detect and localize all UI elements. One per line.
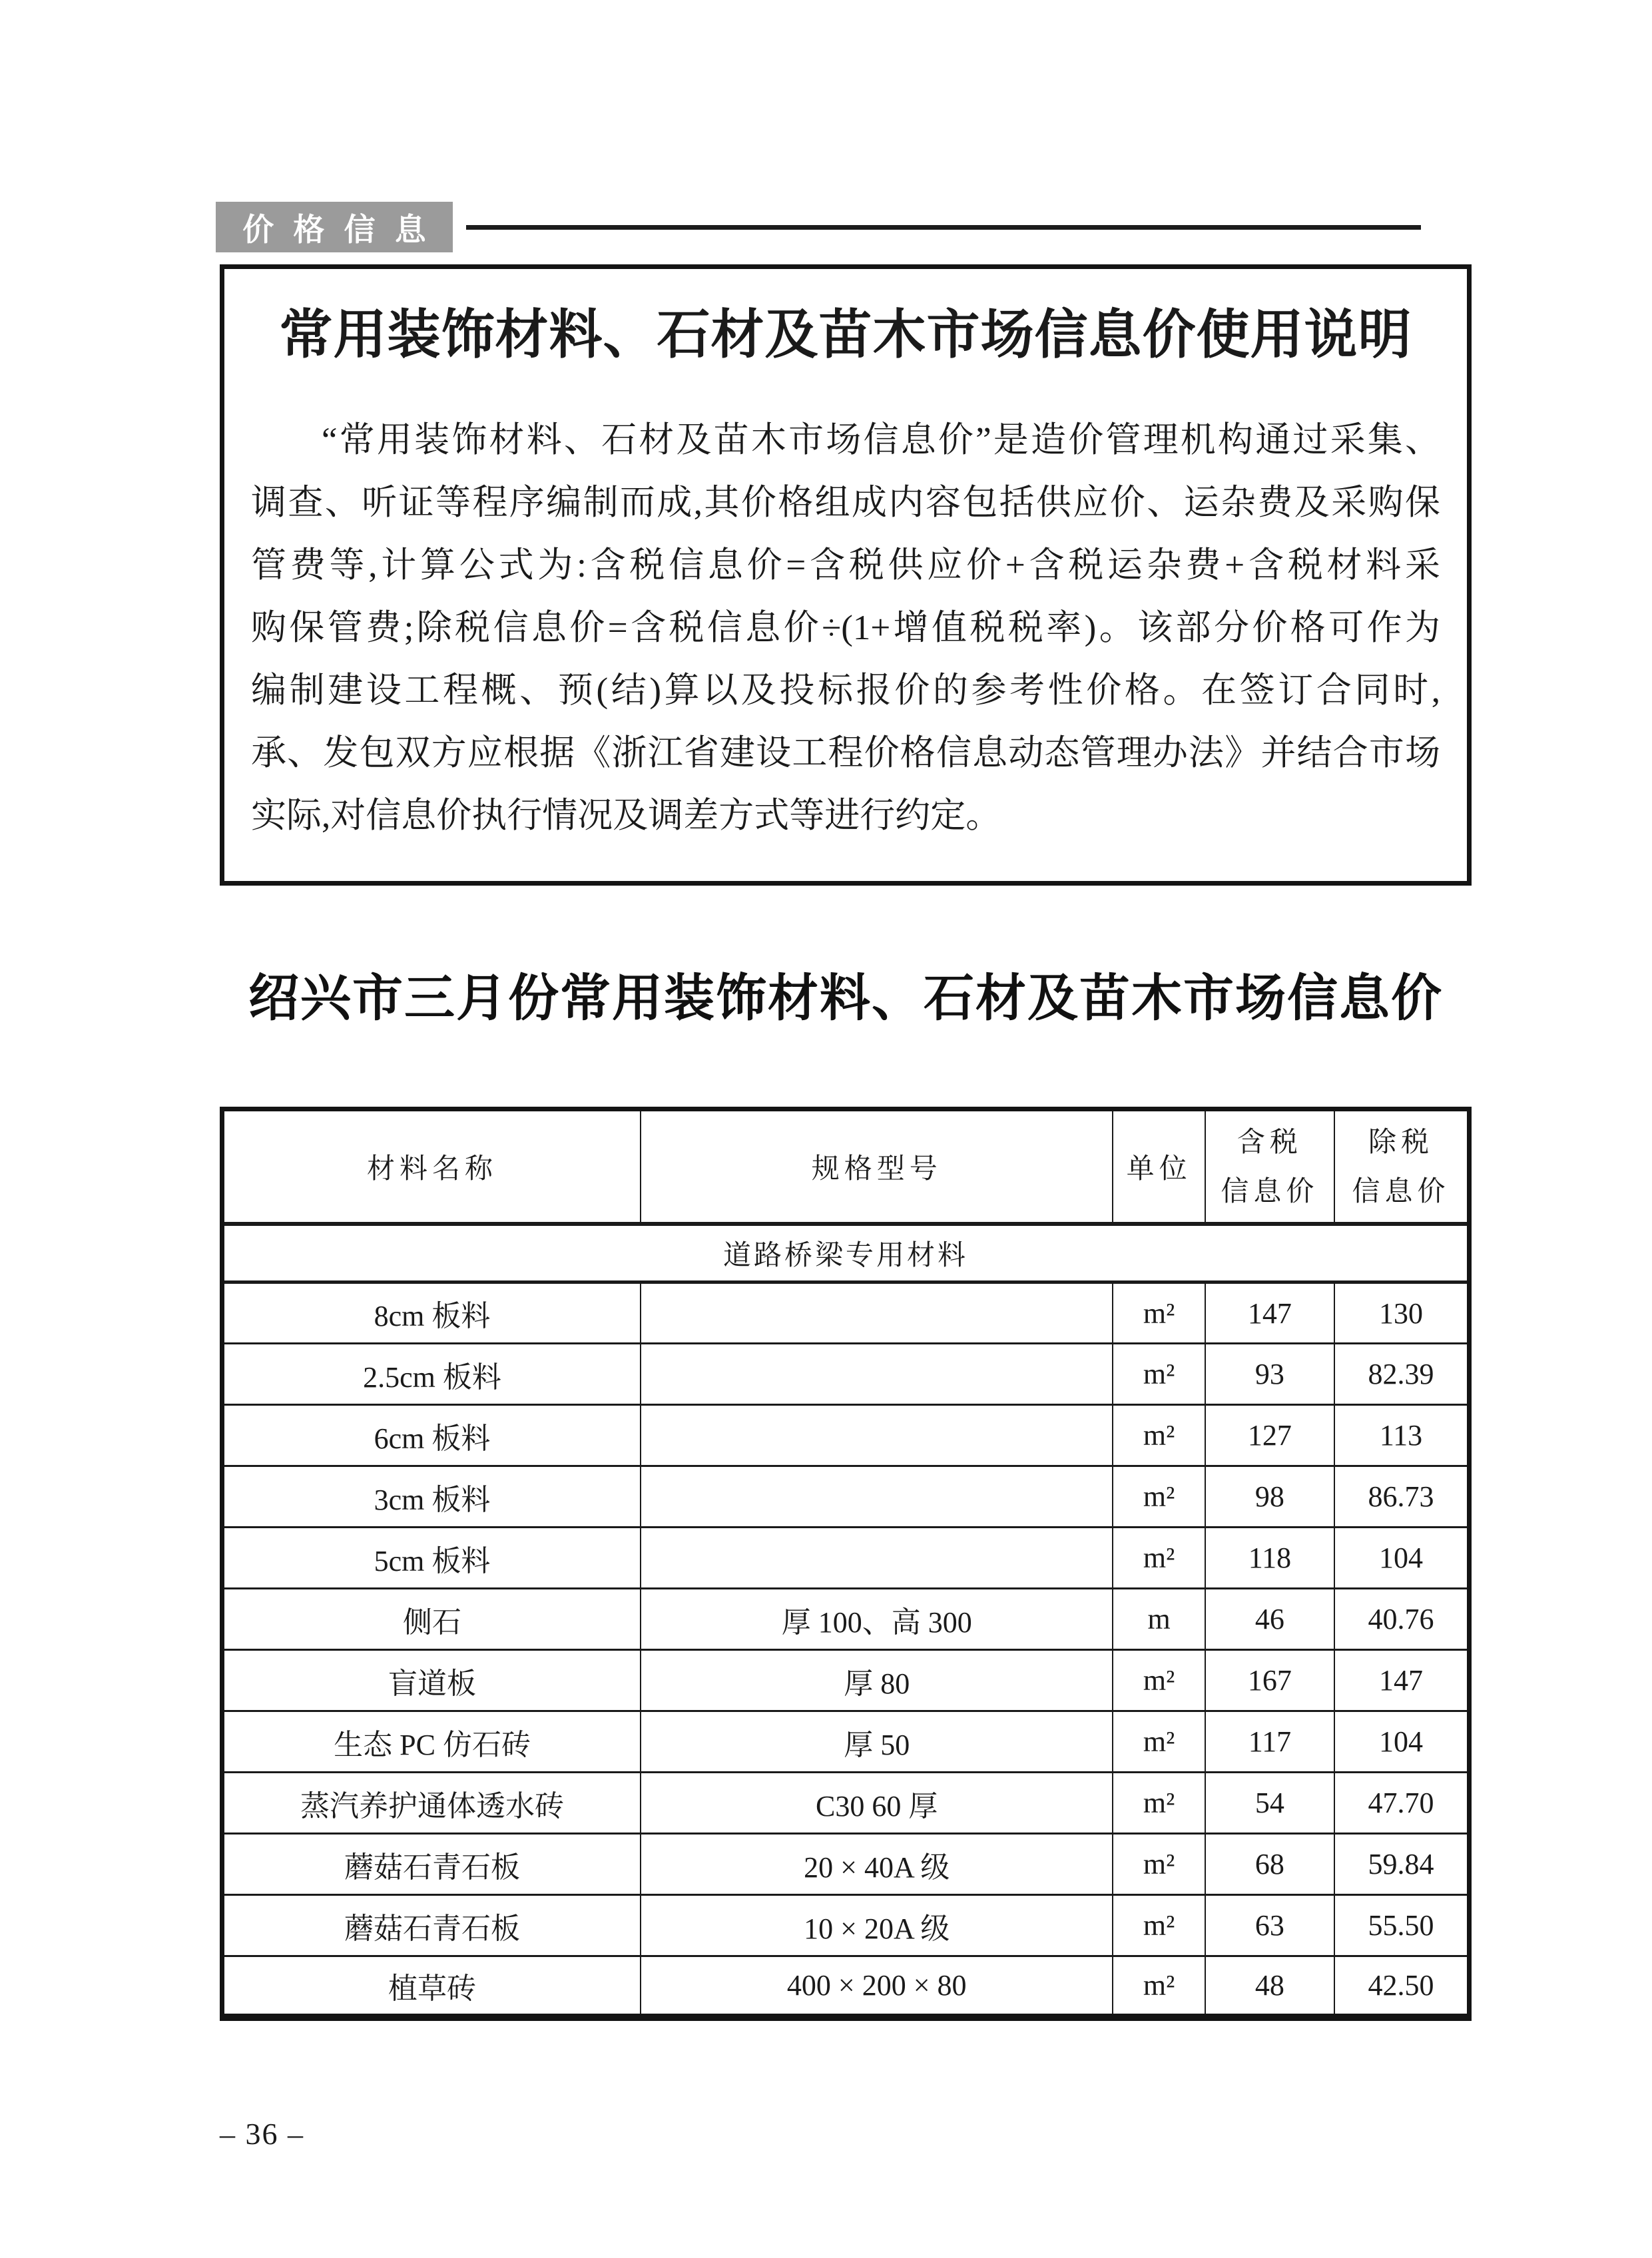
table-row [222, 1344, 1470, 1405]
cell-tax-excluded-price: 147 [1334, 1650, 1470, 1711]
notice-body-line: 承、发包双方应根据《浙江省建设工程价格信息动态管理办法》并结合市场 [251, 734, 1440, 772]
header-tax-excluded-line2: 信息价 [1352, 1175, 1450, 1207]
table-row [222, 1711, 1470, 1773]
cell-unit: m² [1113, 1895, 1205, 1956]
cell-tax-included-price: 93 [1205, 1344, 1334, 1405]
cell-spec [641, 1528, 1113, 1589]
cell-unit: m² [1113, 1344, 1205, 1405]
cell-tax-included-price: 46 [1205, 1589, 1334, 1650]
cell-spec [641, 1405, 1113, 1466]
table-row [222, 1650, 1470, 1711]
cell-material: 侧石 [222, 1589, 641, 1650]
cell-tax-excluded-price: 86.73 [1334, 1466, 1470, 1528]
cell-unit: m² [1113, 1773, 1205, 1834]
cell-tax-included-price: 118 [1205, 1528, 1334, 1589]
cell-unit: m² [1113, 1282, 1205, 1344]
cell-tax-included-price: 48 [1205, 1956, 1334, 2018]
cell-spec: 厚 50 [641, 1711, 1113, 1773]
cell-spec: 10 × 20A 级 [641, 1895, 1113, 1956]
cell-material: 5cm 板料 [222, 1528, 641, 1589]
cell-tax-included-price: 54 [1205, 1773, 1334, 1834]
header-tax-excluded-line1: 除税 [1368, 1125, 1434, 1157]
cell-tax-included-price: 63 [1205, 1895, 1334, 1956]
cell-spec: 20 × 40A 级 [641, 1834, 1113, 1895]
cell-tax-excluded-price: 113 [1334, 1405, 1470, 1466]
cell-unit: m² [1113, 1711, 1205, 1773]
cell-material: 蘑菇石青石板 [222, 1834, 641, 1895]
cell-tax-excluded-price: 42.50 [1334, 1956, 1470, 2018]
cell-tax-excluded-price: 130 [1334, 1282, 1470, 1344]
cell-tax-included-price: 117 [1205, 1711, 1334, 1773]
cell-tax-excluded-price: 82.39 [1334, 1344, 1470, 1405]
notice-body-line: 实际,对信息价执行情况及调差方式等进行约定。 [251, 796, 1001, 835]
table-row [222, 1834, 1470, 1895]
notice-body-line: 购保管费;除税信息价=含税信息价÷(1+增值税税率)。该部分价格可作为 [251, 609, 1440, 647]
table-row [222, 1956, 1470, 2018]
header-tax-excluded [1334, 1109, 1470, 1224]
cell-material: 植草砖 [222, 1956, 641, 2018]
notice-box [220, 264, 1472, 886]
cell-unit: m² [1113, 1466, 1205, 1528]
notice-body-line: 调查、听证等程序编制而成,其价格组成内容包括供应价、运杂费及采购保 [251, 483, 1440, 522]
header-rule [466, 225, 1421, 230]
cell-spec: 厚 100、高 300 [641, 1589, 1113, 1650]
cell-material: 6cm 板料 [222, 1405, 641, 1466]
cell-unit: m² [1113, 1834, 1205, 1895]
cell-unit: m² [1113, 1405, 1205, 1466]
cell-unit: m² [1113, 1528, 1205, 1589]
cell-tax-included-price: 68 [1205, 1834, 1334, 1895]
table-body [222, 1224, 1470, 2018]
cell-tax-excluded-price: 47.70 [1334, 1773, 1470, 1834]
header-spec: 规格型号 [641, 1109, 1113, 1224]
notice-title: 常用装饰材料、石材及苗木市场信息价使用说明 [279, 306, 1412, 365]
table-header-row [222, 1109, 1470, 1224]
header-tax-included [1205, 1109, 1334, 1224]
cell-material: 生态 PC 仿石砖 [222, 1711, 641, 1773]
cell-unit: m² [1113, 1650, 1205, 1711]
cell-material: 2.5cm 板料 [222, 1344, 641, 1405]
cell-tax-excluded-price: 104 [1334, 1528, 1470, 1589]
cell-spec [641, 1344, 1113, 1405]
section-row [222, 1224, 1470, 1282]
header-material: 材料名称 [222, 1109, 641, 1224]
table-row [222, 1895, 1470, 1956]
cell-tax-excluded-price: 40.76 [1334, 1589, 1470, 1650]
cell-material: 盲道板 [222, 1650, 641, 1711]
price-table [220, 1107, 1472, 2021]
header-tax-included-line2: 信息价 [1221, 1175, 1319, 1207]
table-row [222, 1466, 1470, 1528]
cell-tax-included-price: 167 [1205, 1650, 1334, 1711]
table-row [222, 1773, 1470, 1834]
cell-material: 蒸汽养护通体透水砖 [222, 1773, 641, 1834]
cell-spec: 400 × 200 × 80 [641, 1956, 1113, 2018]
notice-body-line: 编制建设工程概、预(结)算以及投标报价的参考性价格。在签订合同时, [251, 671, 1440, 710]
cell-tax-included-price: 98 [1205, 1466, 1334, 1528]
table-row [222, 1589, 1470, 1650]
notice-body-line: “常用装饰材料、石材及苗木市场信息价”是造价管理机构通过采集、 [322, 421, 1440, 459]
cell-tax-excluded-price: 55.50 [1334, 1895, 1470, 1956]
cell-unit: m [1113, 1589, 1205, 1650]
table-row [222, 1528, 1470, 1589]
cell-spec: C30 60 厚 [641, 1773, 1113, 1834]
cell-material: 3cm 板料 [222, 1466, 641, 1528]
cell-material: 蘑菇石青石板 [222, 1895, 641, 1956]
table-title: 绍兴市三月份常用装饰材料、石材及苗木市场信息价 [248, 970, 1443, 1027]
header-unit: 单位 [1113, 1109, 1205, 1224]
cell-spec [641, 1466, 1113, 1528]
table-row [222, 1282, 1470, 1344]
cell-tax-excluded-price: 59.84 [1334, 1834, 1470, 1895]
page-number: – 36 – [220, 2117, 304, 2151]
notice-body [251, 409, 1440, 847]
table-row [222, 1405, 1470, 1466]
cell-tax-included-price: 127 [1205, 1405, 1334, 1466]
notice-body-line: 管费等,计算公式为:含税信息价=含税供应价+含税运杂费+含税材料采 [251, 546, 1440, 585]
cell-material: 8cm 板料 [222, 1282, 641, 1344]
cell-unit: m² [1113, 1956, 1205, 2018]
section-label: 道路桥梁专用材料 [222, 1224, 1470, 1282]
cell-tax-included-price: 147 [1205, 1282, 1334, 1344]
header-tax-included-line1: 含税 [1237, 1125, 1302, 1157]
cell-spec [641, 1282, 1113, 1344]
cell-tax-excluded-price: 104 [1334, 1711, 1470, 1773]
cell-spec: 厚 80 [641, 1650, 1113, 1711]
section-badge: 价格信息 [216, 202, 453, 252]
